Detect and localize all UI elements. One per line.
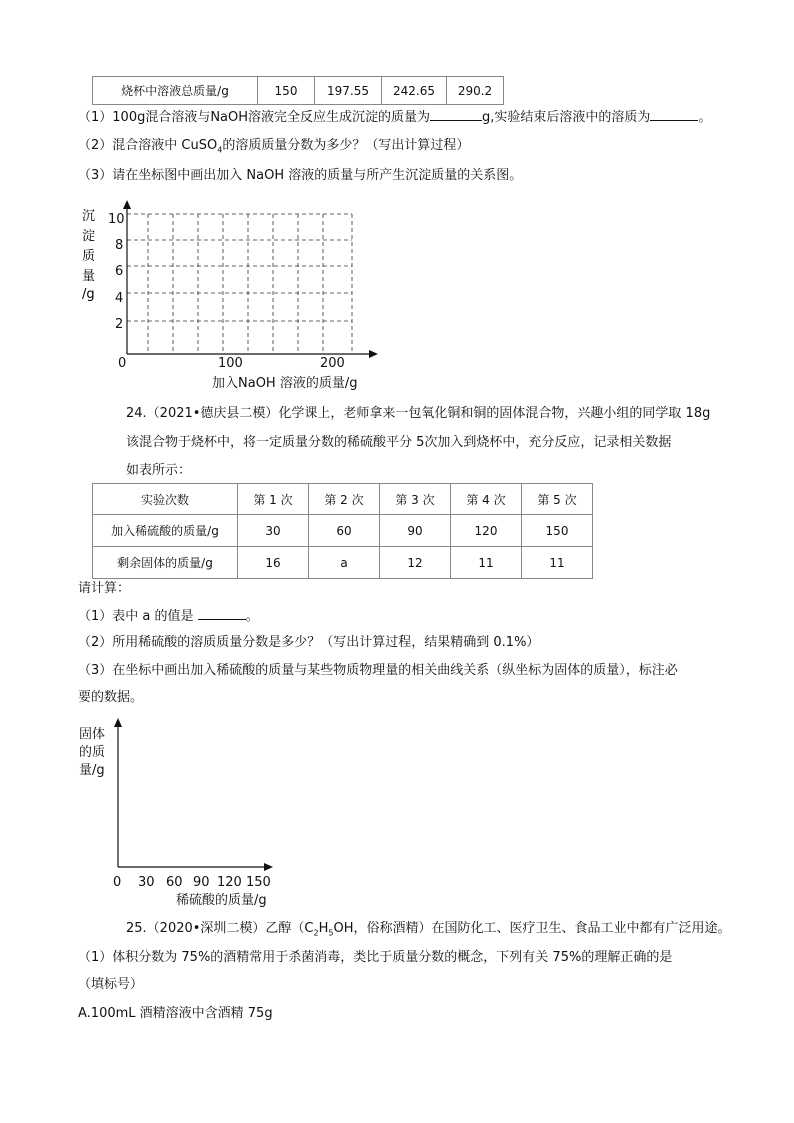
q25-part1-line2: （填标号）	[78, 977, 144, 992]
table-row	[93, 77, 504, 105]
table-cell: a	[309, 547, 380, 579]
table-header: 第 2 次	[309, 484, 380, 515]
q24-part3-line2: 要的数据。	[78, 690, 144, 705]
table-cell: 90	[380, 515, 451, 547]
table-row	[93, 515, 593, 547]
table-header: 第 5 次	[522, 484, 593, 515]
x-tick-label: 30	[138, 875, 155, 890]
table-cell: 197.55	[315, 77, 382, 105]
origin-label: 0	[118, 356, 127, 371]
solid-mass-chart	[75, 715, 285, 910]
q24-part3-line1: （3）在坐标中画出加入稀硫酸的质量与某些物质物理量的相关曲线关系（纵坐标为固体的质量），标注必	[78, 663, 678, 678]
y-axis-label	[82, 209, 95, 302]
precipitate-chart	[70, 200, 390, 395]
beaker-mass-table	[92, 76, 504, 105]
q24-part1: （1）表中 a 的值是 。	[78, 609, 259, 624]
table-cell: 242.65	[382, 77, 447, 105]
x-tick-label: 60	[166, 875, 183, 890]
q24-part2: （2）所用稀硫酸的溶质质量分数是多少？（写出计算过程，结果精确到 0.1%）	[78, 635, 540, 650]
x-axis-arrow	[369, 350, 378, 358]
table-cell: 30	[238, 515, 309, 547]
q23-part3: （3）请在坐标图中画出加入 NaOH 溶液的质量与所产生沉淀质量的关系图。	[78, 168, 523, 183]
x-tick-label: 120	[217, 875, 242, 890]
table-row	[93, 484, 593, 515]
q25-part1-line1: （1）体积分数为 75%的酒精常用于杀菌消毒，类比于质量分数的概念，下列有关 75%的理解正确的是	[78, 950, 673, 965]
x-tick-label: 150	[246, 875, 271, 890]
table-cell: 60	[309, 515, 380, 547]
y-axis-arrow	[114, 718, 122, 727]
y-tick-label: 8	[115, 238, 124, 253]
y-tick-label: 2	[115, 317, 124, 332]
q23-part1: （1）100g混合溶液与NaOH溶液完全反应生成沉淀的质量为 g,实验结束后溶液中的溶质为 。	[78, 110, 712, 125]
table-header: 第 3 次	[380, 484, 451, 515]
table-row	[93, 547, 593, 579]
y-axis-arrow	[123, 200, 131, 209]
table-cell: 剩余固体的质量/g	[93, 547, 238, 579]
y-tick-label: 4	[115, 291, 124, 306]
table-cell: 290.2	[447, 77, 504, 105]
y-axis-label-line: 的质	[79, 745, 106, 760]
x-axis-label: 稀硫酸的质量/g	[176, 893, 267, 908]
x-axis-arrow	[264, 863, 273, 871]
experiment-table	[92, 483, 593, 579]
table-header: 第 4 次	[451, 484, 522, 515]
table-cell: 120	[451, 515, 522, 547]
y-axis-label-char: 淀	[82, 229, 96, 244]
table-cell: 11	[451, 547, 522, 579]
answer-blank[interactable]	[430, 108, 482, 121]
y-axis-label-char: 量	[82, 269, 96, 284]
y-axis-label-line: 固体	[79, 727, 106, 742]
table-cell: 11	[522, 547, 593, 579]
table-cell: 150	[522, 515, 593, 547]
q23-part2: （2）混合溶液中 CuSO$_4$的溶质质量分数为多少？（写出计算过程）	[78, 138, 470, 155]
q24-intro-line3: 如表所示：	[126, 463, 192, 478]
x-tick-label: 200	[320, 356, 345, 371]
x-tick-label: 90	[193, 875, 210, 890]
q24-intro-line1: 24.（2021•德庆县二模）化学课上，老师拿来一包氧化铜和铜的固体混合物，兴趣小组的同学取 18g	[126, 406, 711, 421]
q24-calc-prompt: 请计算：	[78, 581, 131, 596]
table-cell: 16	[238, 547, 309, 579]
answer-blank[interactable]	[650, 108, 698, 121]
y-axis-label-char: /g	[82, 287, 95, 302]
axes	[123, 200, 378, 358]
y-axis-label-char: 沉	[82, 209, 96, 224]
y-axis-label-char: 质	[82, 249, 96, 264]
y-axis-label-line: 量/g	[79, 763, 105, 778]
grid	[127, 214, 352, 354]
answer-blank[interactable]	[198, 607, 246, 620]
y-tick-label: 10	[108, 212, 125, 227]
table-cell: 12	[380, 547, 451, 579]
table-cell: 150	[258, 77, 315, 105]
x-tick-label: 100	[218, 356, 243, 371]
y-tick-label: 6	[115, 264, 124, 279]
table-cell: 烧杯中溶液总质量/g	[93, 77, 258, 105]
q25-option-a[interactable]: A.100mL 酒精溶液中含酒精 75g	[78, 1006, 273, 1021]
q24-intro-line2: 该混合物于烧杯中，将一定质量分数的稀硫酸平分 5次加入到烧杯中，充分反应，记录相关数据	[126, 435, 672, 450]
table-header: 实验次数	[93, 484, 238, 515]
q25-intro: 25.（2020•深圳二模）乙醇（$C_2H_5OH$，俗称酒精）在国防化工、医疗卫生、食品工业中都有广泛用途。	[126, 921, 731, 938]
table-cell: 加入稀硫酸的质量/g	[93, 515, 238, 547]
x-axis-label: 加入NaOH 溶液的质量/g	[212, 376, 358, 391]
table-header: 第 1 次	[238, 484, 309, 515]
x-tick-label: 0	[113, 875, 122, 890]
